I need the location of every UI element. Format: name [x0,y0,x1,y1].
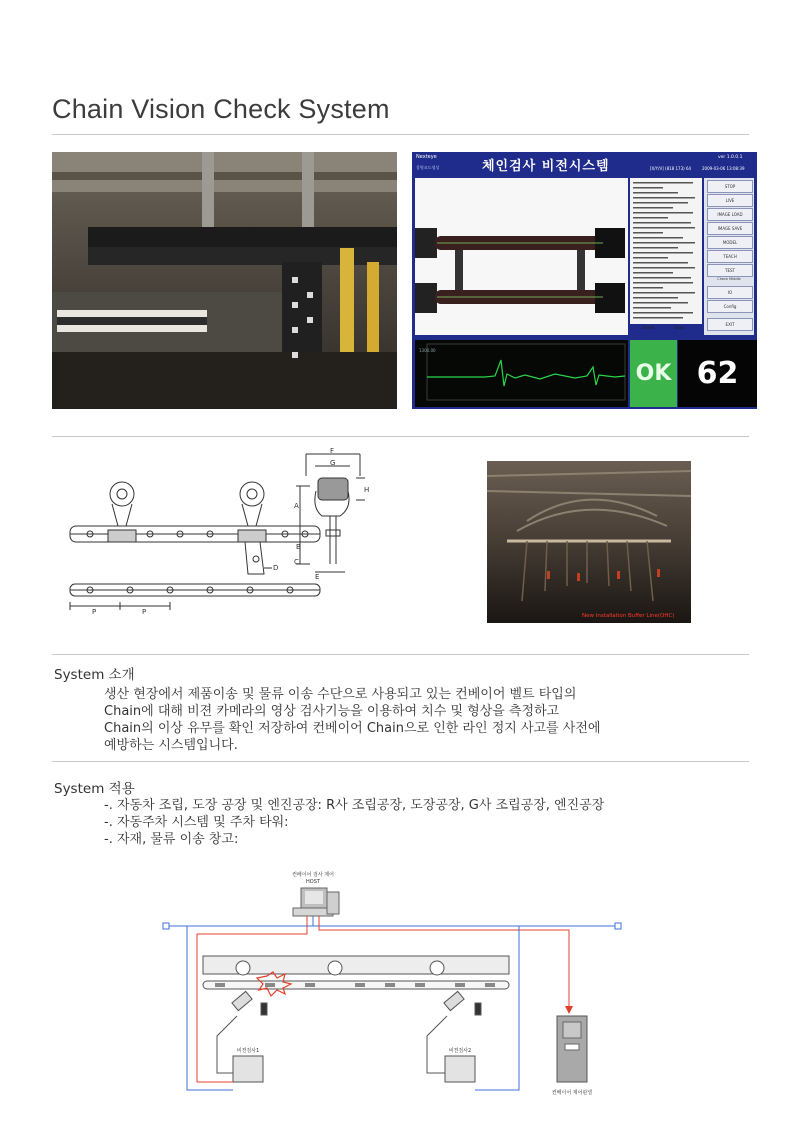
section-divider-2 [52,654,749,655]
dim-label-e: E [315,573,320,581]
software-window-title: 체인검사 비전시스템 [482,159,610,174]
intro-heading: System 소개 [54,667,135,683]
result-ok-badge: OK [630,340,677,407]
dim-label-g: G [330,459,336,467]
dim-label-p2: P [142,608,147,616]
intro-line: 예방하는 시스템입니다. [104,738,238,753]
software-title-bar [412,152,757,176]
vision-inspection-2-label: 비젼검사2 [448,1048,472,1054]
host-label: 컨베이어 검사 제어 [292,872,334,878]
chain-technical-drawing [60,446,390,626]
dim-label-h: H [364,486,370,494]
intro-line: Chain에 대해 비젼 카메라의 영상 검사기능을 이용하여 치수 및 형상을 측정하고 [104,704,560,719]
teach-button[interactable]: TEACH [707,250,753,263]
dim-label-a: A [294,502,299,510]
dim-label-c: C [294,558,299,566]
conveyor-chain-photo [52,152,397,409]
software-coord: [X/Y/V] (818 173) 64 [650,166,692,171]
intro-line: 생산 현장에서 제품이송 및 물류 이송 수단으로 사용되고 있는 컨베이어 벨트 타입의 [104,687,577,702]
software-app-sub: 창원코드생성 [416,165,440,170]
io-button[interactable]: IO [707,286,753,299]
control-panel-label: 컨베이어 제어판넬 [551,1090,593,1096]
stop-button[interactable]: STOP [707,180,753,193]
overhead-conveyor-photo [487,461,691,623]
model-button[interactable]: MODEL [707,236,753,249]
dim-label-d: D [273,564,279,572]
image-load-button[interactable]: IMAGE LOAD [707,208,753,221]
host-pc-icon [293,888,339,916]
config-button[interactable]: Config [707,300,753,313]
section-divider-3 [52,761,749,762]
apply-heading: System 적용 [54,781,135,797]
intro-line: Chain의 이상 유무를 확인 저장하여 컨베이어 Chain으로 인한 라인 정지 사고를 사전에 [104,721,601,736]
system-diagram [155,868,635,1108]
software-app-name: Nexteye [416,154,437,160]
test-button[interactable]: TEST [707,264,753,277]
inspection-count: 62 [678,340,757,407]
apply-body [104,797,604,848]
section-divider-1 [52,436,749,437]
live-button[interactable]: LIVE [707,194,753,207]
save-button[interactable]: Save [674,326,686,331]
title-divider [52,134,749,135]
software-version: ver 1.0.0.1 [718,155,743,160]
apply-line: -. 자재, 물류 이송 창고: [104,832,239,847]
software-button-column [704,178,754,335]
vision-inspection-1-label: 비젼검사1 [236,1048,260,1054]
check-middle-checkbox[interactable]: Check Middle [717,277,741,281]
page-title: Chain Vision Check System [52,94,390,124]
host-label-2: HOST [306,879,320,885]
inspection-log-panel [630,178,702,324]
dim-label-b: B [296,543,301,551]
reset-button[interactable]: Reset [642,326,655,331]
exit-button[interactable]: EXIT [707,318,753,331]
chain-camera-view [415,178,628,335]
apply-line: -. 자동차 조립, 도장 공장 및 엔진공장: R사 조립공장, 도장공장, G사 조립공장, 엔진공장 [104,798,605,813]
intro-body [104,686,600,754]
apply-line: -. 자동주차 시스템 및 주차 타워: [104,815,289,830]
signal-graph-panel [415,340,628,407]
photo-caption: New Installation Buffer Line(OHC) [582,613,675,619]
graph-value-label: 1300.00 [419,348,436,353]
dim-label-f: F [330,447,335,455]
vision-software-screenshot [412,152,757,409]
software-date: 2009-03-06 13:08:39 [702,166,745,171]
dim-label-p1: P [92,608,97,616]
image-save-button[interactable]: IMAGE SAVE [707,222,753,235]
